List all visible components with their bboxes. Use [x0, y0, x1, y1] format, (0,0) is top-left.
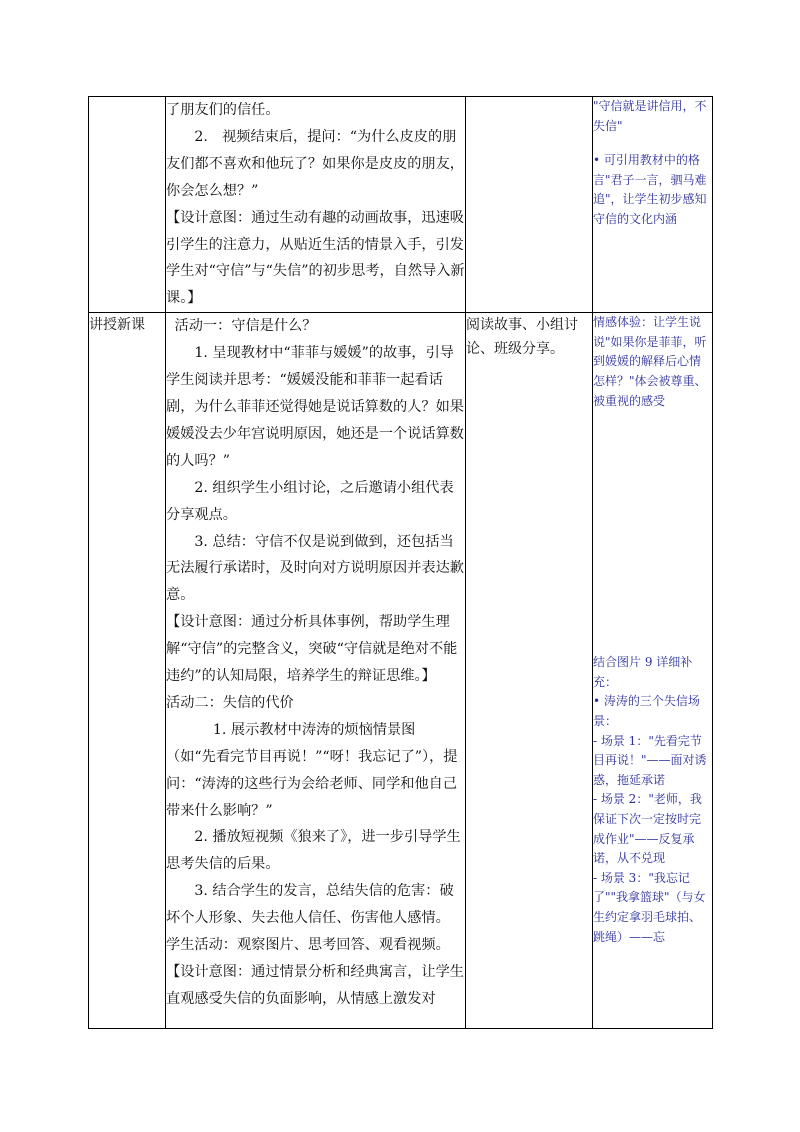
note-line: - 场景 2："老师，我保证下次一定按时完成作业"——反复承诺，从不兑现: [593, 792, 702, 866]
note-line: - 场景 3："我忘记了""我拿篮球"（与女生约定拿羽毛球拍、跳绳）——忘: [593, 870, 706, 944]
teacher-notes-cell: [593, 97, 713, 313]
lesson-plan-table: [88, 96, 713, 1029]
content-paragraph: 1. 展示教材中涛涛的烦恼情景图（如“先看完节目再说！”“呀！我忘记了”），提问：“涛涛的这些行为会给老师、同学和他自己带来什么影响？”: [166, 721, 458, 819]
content-paragraph: 了朋友们的信任。: [166, 102, 280, 118]
student-activity-paragraph: 学生活动：观察图片、思考回答、观看视频。: [166, 937, 450, 954]
table-row-intro: [89, 97, 713, 313]
design-intent-paragraph: 【设计意图：通过生动有趣的动画故事，迅速吸引学生的注意力，从贴近生活的情景入手，引发学生对“守信”与“失信”的初步思考，自然导入新课。】: [166, 209, 465, 307]
design-intent-paragraph: 【设计意图：通过分析具体事例，帮助学生理解“守信”的完整含义，突破“守信就是绝对不能违约”的认知局限，培养学生的辩证思维。】: [166, 614, 458, 685]
table-row-new-lesson: [89, 313, 713, 1029]
stage-label-cell: 讲授新课: [89, 313, 166, 1029]
note-line: 情感体验：让学生说说"如果你是菲菲，听到媛媛的解释后心情怎样？"体会被尊重、被重视的感受: [593, 315, 707, 408]
student-activity-cell: 阅读故事、小组讨论、班级分享。: [466, 313, 593, 1029]
content-paragraph: 2. 视频结束后，提问：“为什么皮皮的朋友们都不喜欢和他玩了？如果你是皮皮的朋友，你会怎么想？”: [166, 128, 464, 199]
teaching-content-cell: [166, 97, 466, 313]
teacher-notes-cell: [593, 313, 713, 1029]
content-paragraph: 1. 呈现教材中“菲菲与媛媛”的故事，引导学生阅读并思考：“媛媛没能和菲菲一起看话剧，为什么菲菲还觉得她是说话算数的人？如果媛媛没去少年宫说明原因，她还是一个说话算数的人吗？”: [166, 345, 464, 469]
note-line: • 可引用教材中的格言"君子一言，驷马难追"，让学生初步感知守信的文化内涵: [593, 153, 707, 226]
activity-heading: 活动二：失信的代价: [166, 694, 294, 711]
activity-heading: 活动一：守信是什么？: [174, 318, 317, 335]
note-line: • 涛涛的三个失信场景：: [593, 694, 700, 728]
stage-label-cell: [89, 97, 166, 313]
design-intent-paragraph: 【设计意图：通过情景分析和经典寓言，让学生直观感受失信的负面影响，从情感上激发对: [166, 964, 464, 1007]
content-paragraph: 3. 结合学生的发言，总结失信的危害：破坏个人形象、失去他人信任、伤害他人感情。: [166, 883, 454, 927]
note-line: 结合图片 9 详细补充：: [593, 655, 693, 689]
content-paragraph: 2. 播放短视频《狼来了》，进一步引导学生思考失信的后果。: [166, 829, 461, 873]
note-line: "守信就是讲信用，不失信": [593, 99, 707, 133]
teaching-content-cell: [166, 313, 466, 1029]
content-paragraph: 2. 组织学生小组讨论，之后邀请小组代表分享观点。: [166, 479, 454, 523]
content-paragraph: 3. 总结：守信不仅是说到做到，还包括当无法履行承诺时，及时向对方说明原因并表达歉意。: [166, 533, 464, 604]
note-line: - 场景 1："先看完节目再说！"——面对诱惑，拖延承诺: [593, 733, 707, 787]
student-activity-cell: [466, 97, 593, 313]
